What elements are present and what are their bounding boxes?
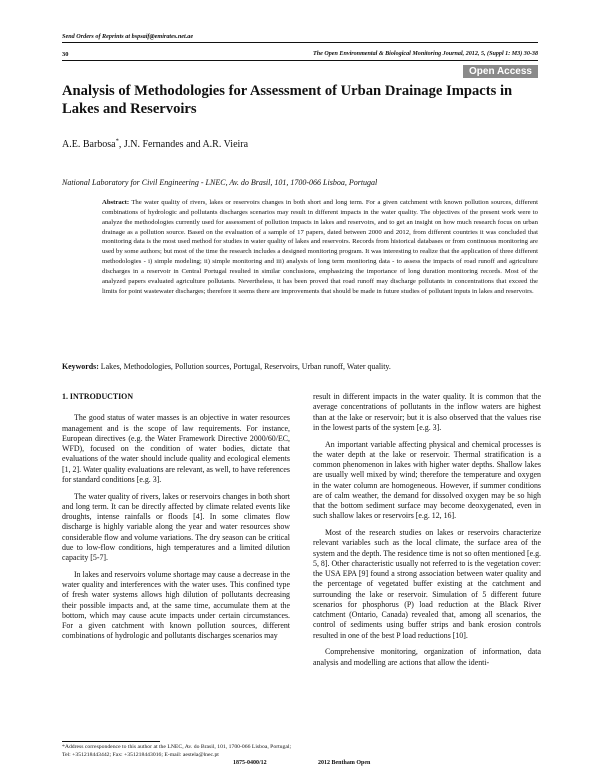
publisher-copyright: 2012 Bentham Open xyxy=(318,760,371,766)
header-rule xyxy=(62,42,538,43)
keywords-label: Keywords: xyxy=(62,362,99,371)
left-column xyxy=(62,392,290,648)
issn: 1875-0400/12 xyxy=(233,760,267,766)
abstract xyxy=(102,198,538,296)
author-names-rest: , J.N. Fernandes and A.R. Vieira xyxy=(118,139,249,150)
page-number: 30 xyxy=(62,51,69,58)
reprints-notice: Send Orders of Reprints at bspsaif@emirates.net.ae xyxy=(62,33,194,40)
open-access-badge: Open Access xyxy=(463,65,538,78)
right-column xyxy=(313,392,541,674)
paragraph: Most of the research studies on lakes or reservoirs characterize relevant variables such as the local climate, the surface area of the system and the depth. The residence time is not so often mentioned [e.g. 5, 8]. Other characteristic usually not referred to is the vegetation cover: the USA EPA [9] found a strong association between water quality and the percentage of vegetated buffer existing at the catchment and surrounding the lake or reservoir. Simulation of 5 different future scenarios for phosphorus (P) load reduction at the Black River catchment (Ontario, Canada) revealed that, among all scenarios, the control of sediments using buffer strips and bank erosion controls resulted in one of the best P load reductions [10]. xyxy=(313,528,541,640)
keywords xyxy=(62,362,391,371)
footnote-rule xyxy=(62,741,160,742)
header-rule-thin xyxy=(62,60,538,61)
correspondence-footnote: *Address correspondence to this author at the LNEC, Av. do Brasil, 101, 1700-066 Lisboa, Portugal; Tel: +351218443442; Fax: +351218443016; E-mail: aestela@lnec.pt xyxy=(62,744,292,758)
affiliation: National Laboratory for Civil Engineering - LNEC, Av. do Brasil, 101, 1700-066 Lisboa, Portugal xyxy=(62,178,378,187)
paragraph: The good status of water masses is an objective in water resources management and is the scope of law requirements. For instance, European directives (e.g. the Water Framework Directive 2000/60/EC, WFD), focused on the condition of water bodies, dictate that evaluations of the water should include quality and ecological elements [1, 2]. Water quality evaluations are relevant, as well, to have references for standard conditions [e.g. 3]. xyxy=(62,413,290,484)
paragraph: In lakes and reservoirs volume shortage may cause a decrease in the water quality and interferences with the water uses. This confined type of fresh water systems allows high dilution of pollutants decreasing their possible impacts and, at the same time, accumulate them at the bottom, which may cause acute impacts under certain circumstances. For a given catchment with known pollution sources, different combinations of hydrologic and pollutants discharges scenarios may xyxy=(62,569,290,641)
abstract-text: The water quality of rivers, lakes or reservoirs changes in both short and long term. For a given catchment with known pollution sources, different combinations of hydrologic and pollutants discharges scenarios may result in different impacts in the water quality. The objectives of the present work were to analyze the methodologies currently used for assessment of pollution impacts in lakes and reservoirs, and to get an insight on how much research focus on urban drainage as a pollution source. Based on the evaluation of a sample of 17 papers, dated between 2000 and 2012, from different countries it was concluded that monitoring data is the most used method for studies in water quality of lakes and reservoirs. Records from historical databases or from continuous monitoring are used by some authors; but most of the time the research includes a designed monitoring program. It was interesting to realize that the application of three different methodologies - i) simple modeling; ii) simple monitoring and iii) analysis of long term monitoring data - to assess the impacts of road runoff and agriculture discharges in a reservoir in Central Portugal resulted in similar conclusions, emphasizing the importance of long duration monitoring records. Most of the analyzed papers evaluated agriculture pollutants. Nevertheless, it has been proved that road runoff may discharge pollutants in concentrations that exceed the limits for point wastewater discharges; therefore it seems there are improvements that should be made in future studies of pollutant inputs in lakes and reservoirs. xyxy=(102,199,538,295)
keywords-text: Lakes, Methodologies, Pollution sources, Portugal, Reservoirs, Urban runoff, Water quality. xyxy=(98,362,391,371)
abstract-label: Abstract: xyxy=(102,199,130,206)
paragraph: The water quality of rivers, lakes or reservoirs changes in both short and long term. It can be directly affected by climate related events like droughts, intense rainfalls or floods [4]. In some climates flow discharge is highly variable along the year and water resources show considerable flow and volume variations. The dry season can be critical due to low-flow conditions, high temperatures and a limited dilution capacity [5-7]. xyxy=(62,491,290,562)
section-heading: 1. INTRODUCTION xyxy=(62,392,134,401)
paragraph: An important variable affecting physical and chemical processes is the water depth at the lake or reservoir. Thermal stratification is a common phenomenon in lakes with higher water depths. Shallow lakes are usually well mixed by wind; therefore the temperature and oxygen in the water column are homogeneous. However, if summer conditions are of calm weather, the demand for dissolved oxygen may be so high that the bottom sediment surface may become deoxygenated, even in such shallow lakes or reservoirs [e.g. 12, 16]. xyxy=(313,439,541,521)
journal-citation: The Open Environmental & Biological Monitoring Journal, 2012, 5, (Suppl 1: M3) 30-38 xyxy=(313,51,538,57)
paragraph: result in different impacts in the water quality. It is common that the average concentrations of pollutants in the inflow waters are highest than at the lake or reservoir; but it is also observed that the values rise in the lowest parts of the system [e.g. 3]. xyxy=(313,392,541,432)
author-list xyxy=(62,139,248,150)
article-title: Analysis of Methodologies for Assessment of Urban Drainage Impacts in Lakes and Reservoirs xyxy=(62,83,513,117)
author-name: A.E. Barbosa xyxy=(62,139,116,150)
corresponding-author-mark: * xyxy=(115,137,119,145)
paragraph: Comprehensive monitoring, organization of information, data analysis and modelling are actions that allow the identi- xyxy=(313,647,541,667)
